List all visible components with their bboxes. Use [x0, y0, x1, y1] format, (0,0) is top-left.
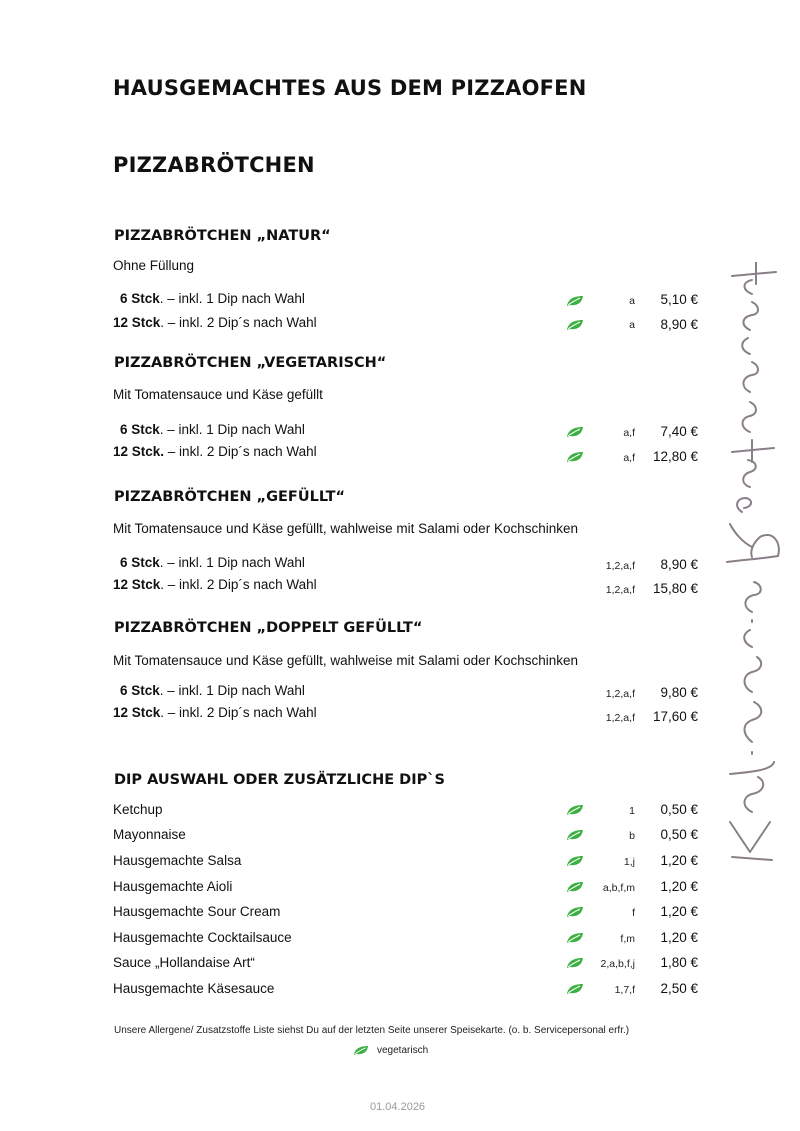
price: 15,80 €	[652, 581, 698, 596]
section-description: Mit Tomatensauce und Käse gefüllt	[113, 387, 323, 402]
section-heading-natur: PIZZABRÖTCHEN „NATUR“	[114, 228, 331, 244]
allergen-codes: 1,2,a,f	[605, 712, 635, 724]
allergen-codes: a,f	[623, 427, 635, 439]
section-heading-doppelt-gefuellt: PIZZABRÖTCHEN „DOPPELT GEFÜLLT“	[114, 620, 423, 636]
price: 1,20 €	[660, 879, 698, 894]
dip-name: Hausgemachte Sour Cream	[113, 904, 281, 919]
item-text: – inkl. 2 Dip´s nach Wahl	[164, 444, 317, 459]
dip-name: Hausgemachte Salsa	[113, 853, 242, 868]
page-title: HAUSGEMACHTES AUS DEM PIZZAOFEN	[113, 76, 587, 100]
dip-name: Hausgemachte Aioli	[113, 879, 233, 894]
price: 1,20 €	[660, 930, 698, 945]
price: 5,10 €	[660, 292, 698, 307]
item-text: . – inkl. 2 Dip´s nach Wahl	[160, 577, 317, 592]
price: 1,20 €	[660, 904, 698, 919]
menu-item-line	[113, 444, 317, 459]
dip-name: Ketchup	[113, 802, 163, 817]
allergen-codes: 1,2,a,f	[605, 688, 635, 700]
allergen-codes: a,f	[623, 452, 635, 464]
allergen-codes: a,b,f,m	[602, 882, 635, 894]
item-text: . – inkl. 1 Dip nach Wahl	[159, 555, 305, 570]
quantity: 6 Stck	[120, 555, 160, 570]
quantity: 6 Stck	[120, 422, 160, 437]
price: 7,40 €	[660, 424, 698, 439]
menu-item-line	[120, 291, 305, 306]
quantity: 6 Stck	[120, 683, 160, 698]
menu-item-line	[113, 315, 317, 330]
dip-name: Sauce „Hollandaise Art“	[113, 955, 255, 970]
menu-item-line	[120, 422, 305, 437]
item-text: . – inkl. 2 Dip´s nach Wahl	[160, 315, 317, 330]
quantity: 12 Stck	[113, 315, 161, 330]
item-text: . – inkl. 1 Dip nach Wahl	[159, 422, 305, 437]
price: 9,80 €	[660, 685, 698, 700]
quantity: 12 Stck	[113, 705, 161, 720]
section-description: Mit Tomatensauce und Käse gefüllt, wahlweise mit Salami oder Kochschinken	[113, 653, 578, 668]
price: 1,20 €	[660, 853, 698, 868]
allergen-codes: f,m	[620, 933, 635, 945]
price: 0,50 €	[660, 827, 698, 842]
price: 12,80 €	[652, 449, 698, 464]
allergen-codes: 1,j	[623, 856, 635, 868]
allergen-note: Unsere Allergene/ Zusatzstoffe Liste siehst Du auf der letzten Seite unserer Speisekarte. (o. b. Servicepersonal erfr.)	[114, 1025, 630, 1036]
section-title: PIZZABRÖTCHEN	[113, 153, 315, 177]
price: 2,50 €	[660, 981, 698, 996]
quantity: 12 Stck	[113, 577, 161, 592]
leaf-icon	[353, 1045, 369, 1056]
menu-item-line	[120, 683, 305, 698]
allergen-codes: 1	[629, 805, 635, 817]
allergen-codes: f	[632, 907, 635, 919]
price: 0,50 €	[660, 802, 698, 817]
dip-name: Hausgemachte Käsesauce	[113, 981, 275, 996]
dip-name: Mayonnaise	[113, 827, 186, 842]
signature-logo	[712, 262, 792, 872]
allergen-codes: 1,7,f	[614, 984, 635, 996]
allergen-codes: a	[629, 295, 635, 307]
item-text: . – inkl. 2 Dip´s nach Wahl	[160, 705, 317, 720]
section-description: Ohne Füllung	[113, 258, 195, 273]
dip-name: Hausgemachte Cocktailsauce	[113, 930, 292, 945]
allergen-codes: 1,2,a,f	[605, 584, 635, 596]
section-description: Mit Tomatensauce und Käse gefüllt, wahlweise mit Salami oder Kochschinken	[113, 521, 578, 536]
print-date: 01.04.2026	[370, 1101, 426, 1113]
allergen-codes: 1,2,a,f	[605, 560, 635, 572]
menu-item-line	[113, 705, 317, 720]
item-text: . – inkl. 1 Dip nach Wahl	[159, 683, 305, 698]
price: 1,80 €	[660, 955, 698, 970]
allergen-codes: a	[629, 319, 635, 331]
dips-heading: DIP AUSWAHL ODER ZUSÄTZLICHE DIP`S	[114, 772, 445, 788]
price: 17,60 €	[652, 709, 698, 724]
quantity: 12 Stck.	[113, 444, 165, 459]
section-heading-vegetarisch: PIZZABRÖTCHEN „VEGETARISCH“	[114, 355, 387, 371]
price: 8,90 €	[660, 557, 698, 572]
quantity: 6 Stck	[120, 291, 160, 306]
price: 8,90 €	[660, 317, 698, 332]
section-heading-gefuellt: PIZZABRÖTCHEN „GEFÜLLT“	[114, 489, 346, 505]
item-text: . – inkl. 1 Dip nach Wahl	[159, 291, 305, 306]
menu-item-line	[113, 577, 317, 592]
menu-item-line	[120, 555, 305, 570]
vegetarian-legend: vegetarisch	[377, 1045, 429, 1056]
allergen-codes: 2,a,b,f,j	[600, 958, 635, 970]
allergen-codes: b	[629, 830, 635, 842]
